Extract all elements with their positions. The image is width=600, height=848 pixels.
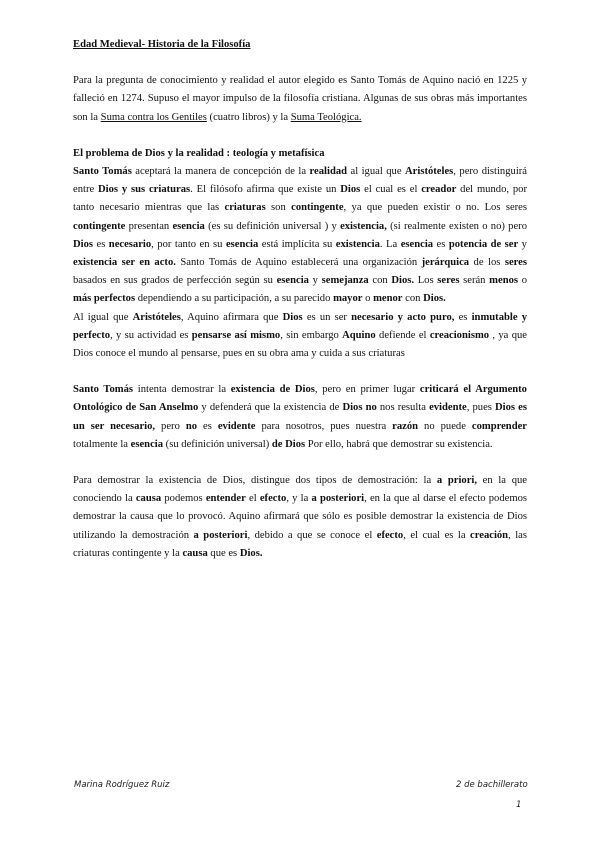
bold-span: creador (421, 184, 457, 196)
bold-span: a priori, (436, 475, 477, 487)
bold-span: Santo Tomás (73, 166, 132, 178)
text-span: , por tanto en su (151, 238, 226, 250)
link-suma-gentiles[interactable]: Suma contra los Gentiles (100, 111, 207, 123)
bold-span: esencia (225, 238, 259, 250)
text-span: Para la pregunta de conocimiento y realidad el autor elegido es Santo Tomás de Aquino nació en 1225 y falleció en 1274. Supuso el mayor impulso de la filosofía cristiana. Algunas de sus obras más importantes son la (73, 75, 527, 123)
bold-span: comprender (471, 420, 527, 432)
text-span: (es su definición universal ) y (204, 220, 341, 232)
text-span: es (197, 420, 218, 432)
text-span: en la que conociendo la (73, 475, 527, 505)
bold-span: Dios (282, 311, 303, 323)
bold-span: existencia de Dios (230, 384, 315, 396)
text-span: . La (379, 238, 401, 250)
text-span: , ya que pueden existir o no. Los seres (343, 202, 527, 214)
text-span: no puede (418, 420, 472, 432)
bold-span: contingente (291, 202, 344, 214)
bold-span: contingente (73, 220, 126, 232)
bold-span: causa (135, 493, 162, 505)
text-span: Por ello, habrá que demostrar su existencia. (305, 438, 493, 450)
paragraph-aristoteles (73, 309, 527, 364)
bold-span: causa (182, 547, 208, 559)
text-span: es (433, 238, 449, 250)
bold-span: Aquino (342, 329, 376, 341)
bold-span: razón (392, 420, 419, 432)
text-span: (si realmente existen o no) pero (386, 220, 527, 232)
document-body (73, 36, 527, 563)
bold-span: a posteriori (193, 529, 248, 541)
bold-span: pensarse así mismo (191, 329, 281, 341)
text-span: con (402, 293, 424, 305)
bold-span: esencia (276, 275, 309, 287)
document-title: Edad Medieval- Historia de la Filosofía (73, 39, 251, 50)
bold-span: a posteriori (311, 493, 365, 505)
text-span: totalmente la (73, 438, 131, 450)
text-span: es (454, 311, 472, 323)
text-span: es un ser (302, 311, 352, 323)
text-span: (cuatro libros) y la (206, 111, 291, 123)
bold-span: existencia ser en acto. (73, 257, 176, 269)
bold-span: Dios y sus criaturas (98, 184, 191, 196)
text-span: Para demostrar la existencia de Dios, distingue dos tipos de demostración: la (73, 475, 437, 487)
bold-span: Dios (340, 184, 361, 196)
bold-span: criaturas (224, 202, 266, 214)
bold-span: efecto (259, 493, 287, 505)
text-span: y (518, 238, 527, 250)
page-number: 1 (516, 800, 522, 810)
bold-span: Dios. (239, 547, 263, 559)
text-span: el (245, 493, 260, 505)
bold-span: esencia (400, 238, 434, 250)
text-span: con (368, 275, 392, 287)
bold-span: mayor (333, 293, 363, 305)
bold-span: existencia, (340, 220, 387, 232)
text-span: , en la que al darse el efecto podemos demostrar la causa que lo provocó. Aquino afirmará que sólo es posible demostrar la existencia de Dios utilizando la demostración (73, 493, 527, 541)
text-span: , pero distinguirá entre (73, 166, 528, 196)
bold-span: Dios. (423, 293, 446, 305)
text-span: , pues (466, 402, 496, 414)
bold-span: existencia (335, 238, 380, 250)
text-span: , las criaturas contingente y la (73, 529, 527, 559)
bold-span: no (185, 420, 198, 432)
bold-span: Dios no (342, 402, 377, 414)
text-span: nos resulta (376, 402, 430, 414)
intro-paragraph (73, 72, 527, 127)
text-span: son (265, 202, 292, 214)
text-span: , Aquino afirmara que (180, 311, 283, 323)
text-span: , debido a que se conoce el (247, 529, 377, 541)
text-span: es (93, 238, 109, 250)
bold-span: Aristóteles (405, 166, 454, 178)
text-span: o (362, 293, 374, 305)
bold-span: efecto (376, 529, 404, 541)
text-span: que es (207, 547, 240, 559)
bold-span: menor (373, 293, 403, 305)
bold-span: más perfectos (73, 293, 136, 305)
text-span: podemos (161, 493, 206, 505)
text-span: Los (414, 275, 438, 287)
text-span: , el cual es la (403, 529, 471, 541)
text-span: el cual es el (360, 184, 422, 196)
text-span: pero (155, 420, 186, 432)
bold-span: potencia de ser (448, 238, 519, 250)
bold-span: menos (489, 275, 519, 287)
bold-span: creación (470, 529, 509, 541)
bold-span: Dios. (391, 275, 415, 287)
bold-span: realidad (309, 166, 348, 178)
paragraph-realidad (73, 163, 527, 309)
text-span: de los (469, 257, 505, 269)
bold-span: inmutable y perfecto (73, 311, 528, 341)
bold-span: evidente (429, 402, 467, 414)
text-span: basados en sus grados de perfección según su (73, 275, 277, 287)
bold-span: semejanza (321, 275, 369, 287)
text-span: , sin embargo (280, 329, 343, 341)
text-span: intenta demostrar la (133, 384, 231, 396)
text-span: (su definición universal) (163, 438, 272, 450)
section-title: El problema de Dios y la realidad : teología y metafísica (73, 147, 325, 159)
bold-span: criticará el Argumento Ontológico de San Anselmo (73, 384, 527, 414)
paragraph-tipos-demostracion (73, 472, 527, 563)
text-span: , ya que Dios conoce el mundo al pensarse, pues en su obra ama y cuida a sus criaturas (73, 329, 528, 360)
bold-span: jerárquica (421, 257, 470, 269)
text-span: , y la (286, 493, 312, 505)
text-span: serán (459, 275, 490, 287)
bold-span: esencia (130, 438, 164, 450)
text-span: Al igual que (73, 311, 133, 323)
bold-span: necesario y acto puro, (351, 311, 455, 323)
bold-span: Dios (73, 238, 94, 250)
text-span: , pero en primer lugar (314, 384, 420, 396)
bold-span: esencia (172, 220, 205, 232)
bold-span: entender (205, 493, 246, 505)
bold-span: de Dios (271, 438, 306, 450)
bold-span: Dios es un ser necesario, (73, 402, 527, 432)
bold-span: Aristóteles (132, 311, 181, 323)
text-span: del mundo, por tanto necesario mientras que las (73, 184, 527, 214)
bold-span: seres (504, 257, 527, 269)
text-span: está implícita su (258, 238, 336, 250)
link-suma-teologica[interactable]: Suma Teológica. (290, 111, 362, 123)
text-span: . El filósofo afirma que existe un (190, 184, 341, 196)
text-span: o (518, 275, 527, 287)
text-span: y defenderá que la existencia de (198, 402, 343, 414)
bold-span: necesario (108, 238, 152, 250)
paragraph-demostracion-existencia (73, 381, 527, 454)
text-span: aceptará la manera de concepción de la (131, 166, 310, 178)
footer-author: Marina Rodríguez Ruiz (74, 780, 170, 790)
text-span: Santo Tomás de Aquino establecerá una organización (175, 257, 422, 269)
bold-span: creacionismo (429, 329, 490, 341)
bold-span: evidente (217, 420, 256, 432)
bold-span: Santo Tomás (73, 384, 134, 396)
text-span: y (308, 275, 322, 287)
text-span: para nosotros, pues nuestra (255, 420, 393, 432)
text-span: defiende el (375, 329, 430, 341)
text-span: al igual que (347, 166, 406, 178)
text-span: , y su actividad es (110, 329, 192, 341)
text-span: dependiendo a su participación, a su parecido (135, 293, 334, 305)
text-span: presentan (125, 220, 173, 232)
footer-course: 2 de bachillerato (456, 780, 528, 790)
bold-span: seres (437, 275, 460, 287)
